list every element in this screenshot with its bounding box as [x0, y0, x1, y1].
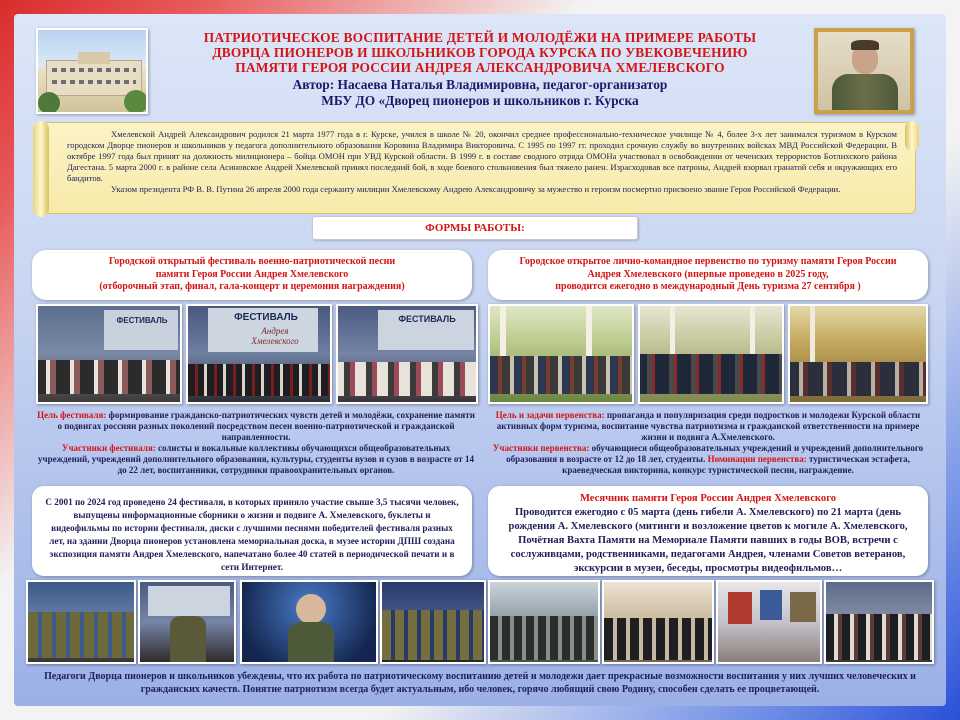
tourism-title-line-1: Городское открытое лично-командное первенство по туризму памяти Героя России — [519, 256, 897, 267]
scroll-curl-right — [905, 121, 919, 151]
festival-banner-word-3: ФЕСТИВАЛЬ — [398, 314, 456, 324]
memorial-month-box — [488, 486, 928, 576]
poster-title-line-2: ДВОРЦА ПИОНЕРОВ И ШКОЛЬНИКОВ ГОРОДА КУРСКА ПО УВЕКОВЕЧЕНИЮ — [212, 45, 748, 60]
festival-goal-text — [36, 410, 476, 443]
tourism-photo-2 — [638, 304, 784, 404]
tourism-nominations-value: туристическая эстафета, краеведческая викторина, конкурс туристической песни, награждение. — [562, 454, 910, 475]
poster-author-block — [150, 77, 810, 109]
scroll-curl-left — [33, 121, 49, 217]
biography-decree: Указом президента РФ В. В. Путина 26 апреля 2000 года сержанту милиции Хмелевскому Андрею Александровичу за мужество и героизм посмертно присвоено звание Героя Российской Федерации. — [111, 184, 841, 194]
bottom-photo-7 — [716, 580, 822, 664]
tourism-title-line-2: Андрея Хмелевского (впервые проведено в 2025 году, — [587, 268, 829, 280]
festival-goals — [36, 410, 476, 476]
festival-goal-value: формирование гражданско-патриотических чувств детей и молодёжи, сохранение памяти о подвигах россиян разных поколений посредством песен военно-патриотической и гражданской направленности. — [57, 410, 475, 442]
biography-paragraph: Хмелевской Андрей Александрович родился 21 марта 1977 года в г. Курске, учился в школе № 20, окончил среднее профессионально-техническое училище № 4, более 3-х лет занимался туризмом в Курском городском Дворце пионеров и школьников у педагога дополнительного образования Коровина Владимира Викторовича. С 1995 по 1997 гг. проходил срочную службу во внутренних войсках МВД Российской Федерации. В октябре 1997 года был принят на должность милиционера – бойца ОМОН при УВД Курской области. В 1999 г. в составе сводного отряда ОМОНа участвовал в освобождении от чеченских террористов Ботлихского района Дагестана. 5 марта 2000 г. в районе села Асиновское Андрей Хмелевской принял последний бой, в ходе боевого столкновения был тяжело ранен. Израсходовав все патроны, Андрей взорвал гранатой себя и окружающих его бандитов. — [67, 129, 897, 183]
festival-banner-surname: Хмелевского — [251, 336, 299, 346]
tourism-participants-value: обучающиеся общеобразовательных учреждений и учреждений дополнительного образования в возрасте от 12 до 18 лет, студенты. — [506, 443, 924, 464]
memorial-month-text: Проводится ежегодно с 05 марта (день гибели А. Хмелевского) по 21 марта (день рождения А. Хмелевского (митинги и возложение цветов к могиле А. Хмелевского, Почётная Вахта Памяти на Мемориале Памяти павших в годы ВОВ, встречи с сослуживцами, родственниками, педагогами Андрея, членами Советов ветеранов, экскурсии в музеи, беседы, просмотры видеофильмов… — [508, 507, 908, 574]
tourism-title-line-3: проводится ежегодно в международный День туризма 27 сентября ) — [555, 281, 861, 292]
festival-banner-word: ФЕСТИВАЛЬ — [116, 316, 168, 325]
festival-participants-label: Участники фестиваля: — [61, 443, 156, 453]
forms-of-work-label: ФОРМЫ РАБОТЫ: — [312, 216, 638, 240]
poster-title — [150, 30, 810, 75]
festival-photo-2 — [186, 304, 332, 404]
festival-participants-text — [36, 443, 476, 476]
festival-summary-box — [32, 486, 472, 576]
festival-goal-label: Цель фестиваля: — [37, 410, 107, 420]
bottom-photo-1 — [26, 580, 136, 664]
tourism-goals — [490, 410, 926, 476]
poster-title-line-1: ПАТРИОТИЧЕСКОЕ ВОСПИТАНИЕ ДЕТЕЙ И МОЛОДЁЖИ НА ПРИМЕРЕ РАБОТЫ — [203, 30, 757, 45]
palace-building-photo — [36, 28, 148, 114]
hero-portrait-photo — [814, 28, 914, 114]
poster-title-line-3: ПАМЯТИ ГЕРОЯ РОССИИ АНДРЕЯ АЛЕКСАНДРОВИЧА ХМЕЛЕВСКОГО — [235, 60, 725, 75]
tourism-photo-3 — [788, 304, 928, 404]
festival-participants-value: солисты и вокальные коллективы обучающихся общеобразовательных учреждений, учреждений дополнительного образования, культуры, студенты вузов и сузов в возрасте от 14 до 22 лет, воспитанники, сотрудники правоохранительных органов. — [38, 443, 474, 475]
festival-banner-word-2: ФЕСТИВАЛЬ — [234, 312, 298, 323]
tourism-title-panel — [488, 250, 928, 300]
bottom-photo-6 — [602, 580, 714, 664]
bottom-photo-5 — [488, 580, 600, 664]
bottom-photo-8 — [824, 580, 934, 664]
tourism-participants-label: Участники первенства: — [492, 443, 590, 453]
conclusion-text: Педагоги Дворца пионеров и школьников убеждены, что их работа по патриотическому воспитанию детей и молодежи дает прекрасные возможности воспитания у них лучших человеческих и гражданских качеств. Понятие патриотизм всегда будет актуальным, ибо человек, горячо любящий свою Родину, способен сделать ее процветающей. — [44, 671, 916, 695]
tourism-goal-text — [490, 410, 926, 443]
bottom-photo-4 — [380, 580, 486, 664]
bottom-photo-3 — [240, 580, 378, 664]
memorial-month-title: Месячник памяти Героя России Андрея Хмелевского — [579, 493, 837, 504]
festival-summary-text: С 2001 по 2024 год проведено 24 фестиваля, в которых приняло участие свыше 3,5 тысячи человек, выпущены информационные сборники о жизни и подвиге А. Хмелевского, буклеты и видеофильмы по истории фестиваля, диски с лучшими песнями победителей фестиваля разных лет, на здании Дворца пионеров установлена мемориальная доска, в музее истории ДПШ создана экспозиция памяти Андрея Хмелевского, напечатано более 40 статей в периодической печати и в сети Интернет. — [45, 497, 459, 572]
festival-title-line-2: памяти Героя России Андрея Хмелевского — [155, 268, 349, 280]
tourism-goal-label: Цель и задачи первенства: — [495, 410, 605, 420]
bottom-photo-2 — [138, 580, 236, 664]
biography-scroll — [36, 122, 916, 214]
author-line: Автор: Насаева Наталья Владимировна, педагог-организатор — [292, 77, 668, 92]
festival-photo-3 — [336, 304, 478, 404]
festival-banner-name: Андрея — [261, 326, 289, 336]
tourism-participants-text — [490, 443, 926, 476]
tourism-photo-1 — [488, 304, 634, 404]
organization-line: МБУ ДО «Дворец пионеров и школьников г. Курска — [321, 93, 639, 108]
festival-title-line-1: Городской открытый фестиваль военно-патриотической песни — [108, 256, 396, 267]
festival-title-line-3: (отборочный этап, финал, гала-концерт и церемония награждения) — [99, 281, 405, 292]
festival-photo-1 — [36, 304, 182, 404]
tourism-goal-value: пропаганда и популяризация среди подростков и молодежи Курской области активных форм туризма, воспитание чувства патриотизма и гражданской ответственности на примере жизни и подвига А.Хмелевского. — [496, 410, 921, 442]
tourism-nominations-label: Номинации первенства: — [707, 454, 807, 464]
festival-title-panel — [32, 250, 472, 300]
